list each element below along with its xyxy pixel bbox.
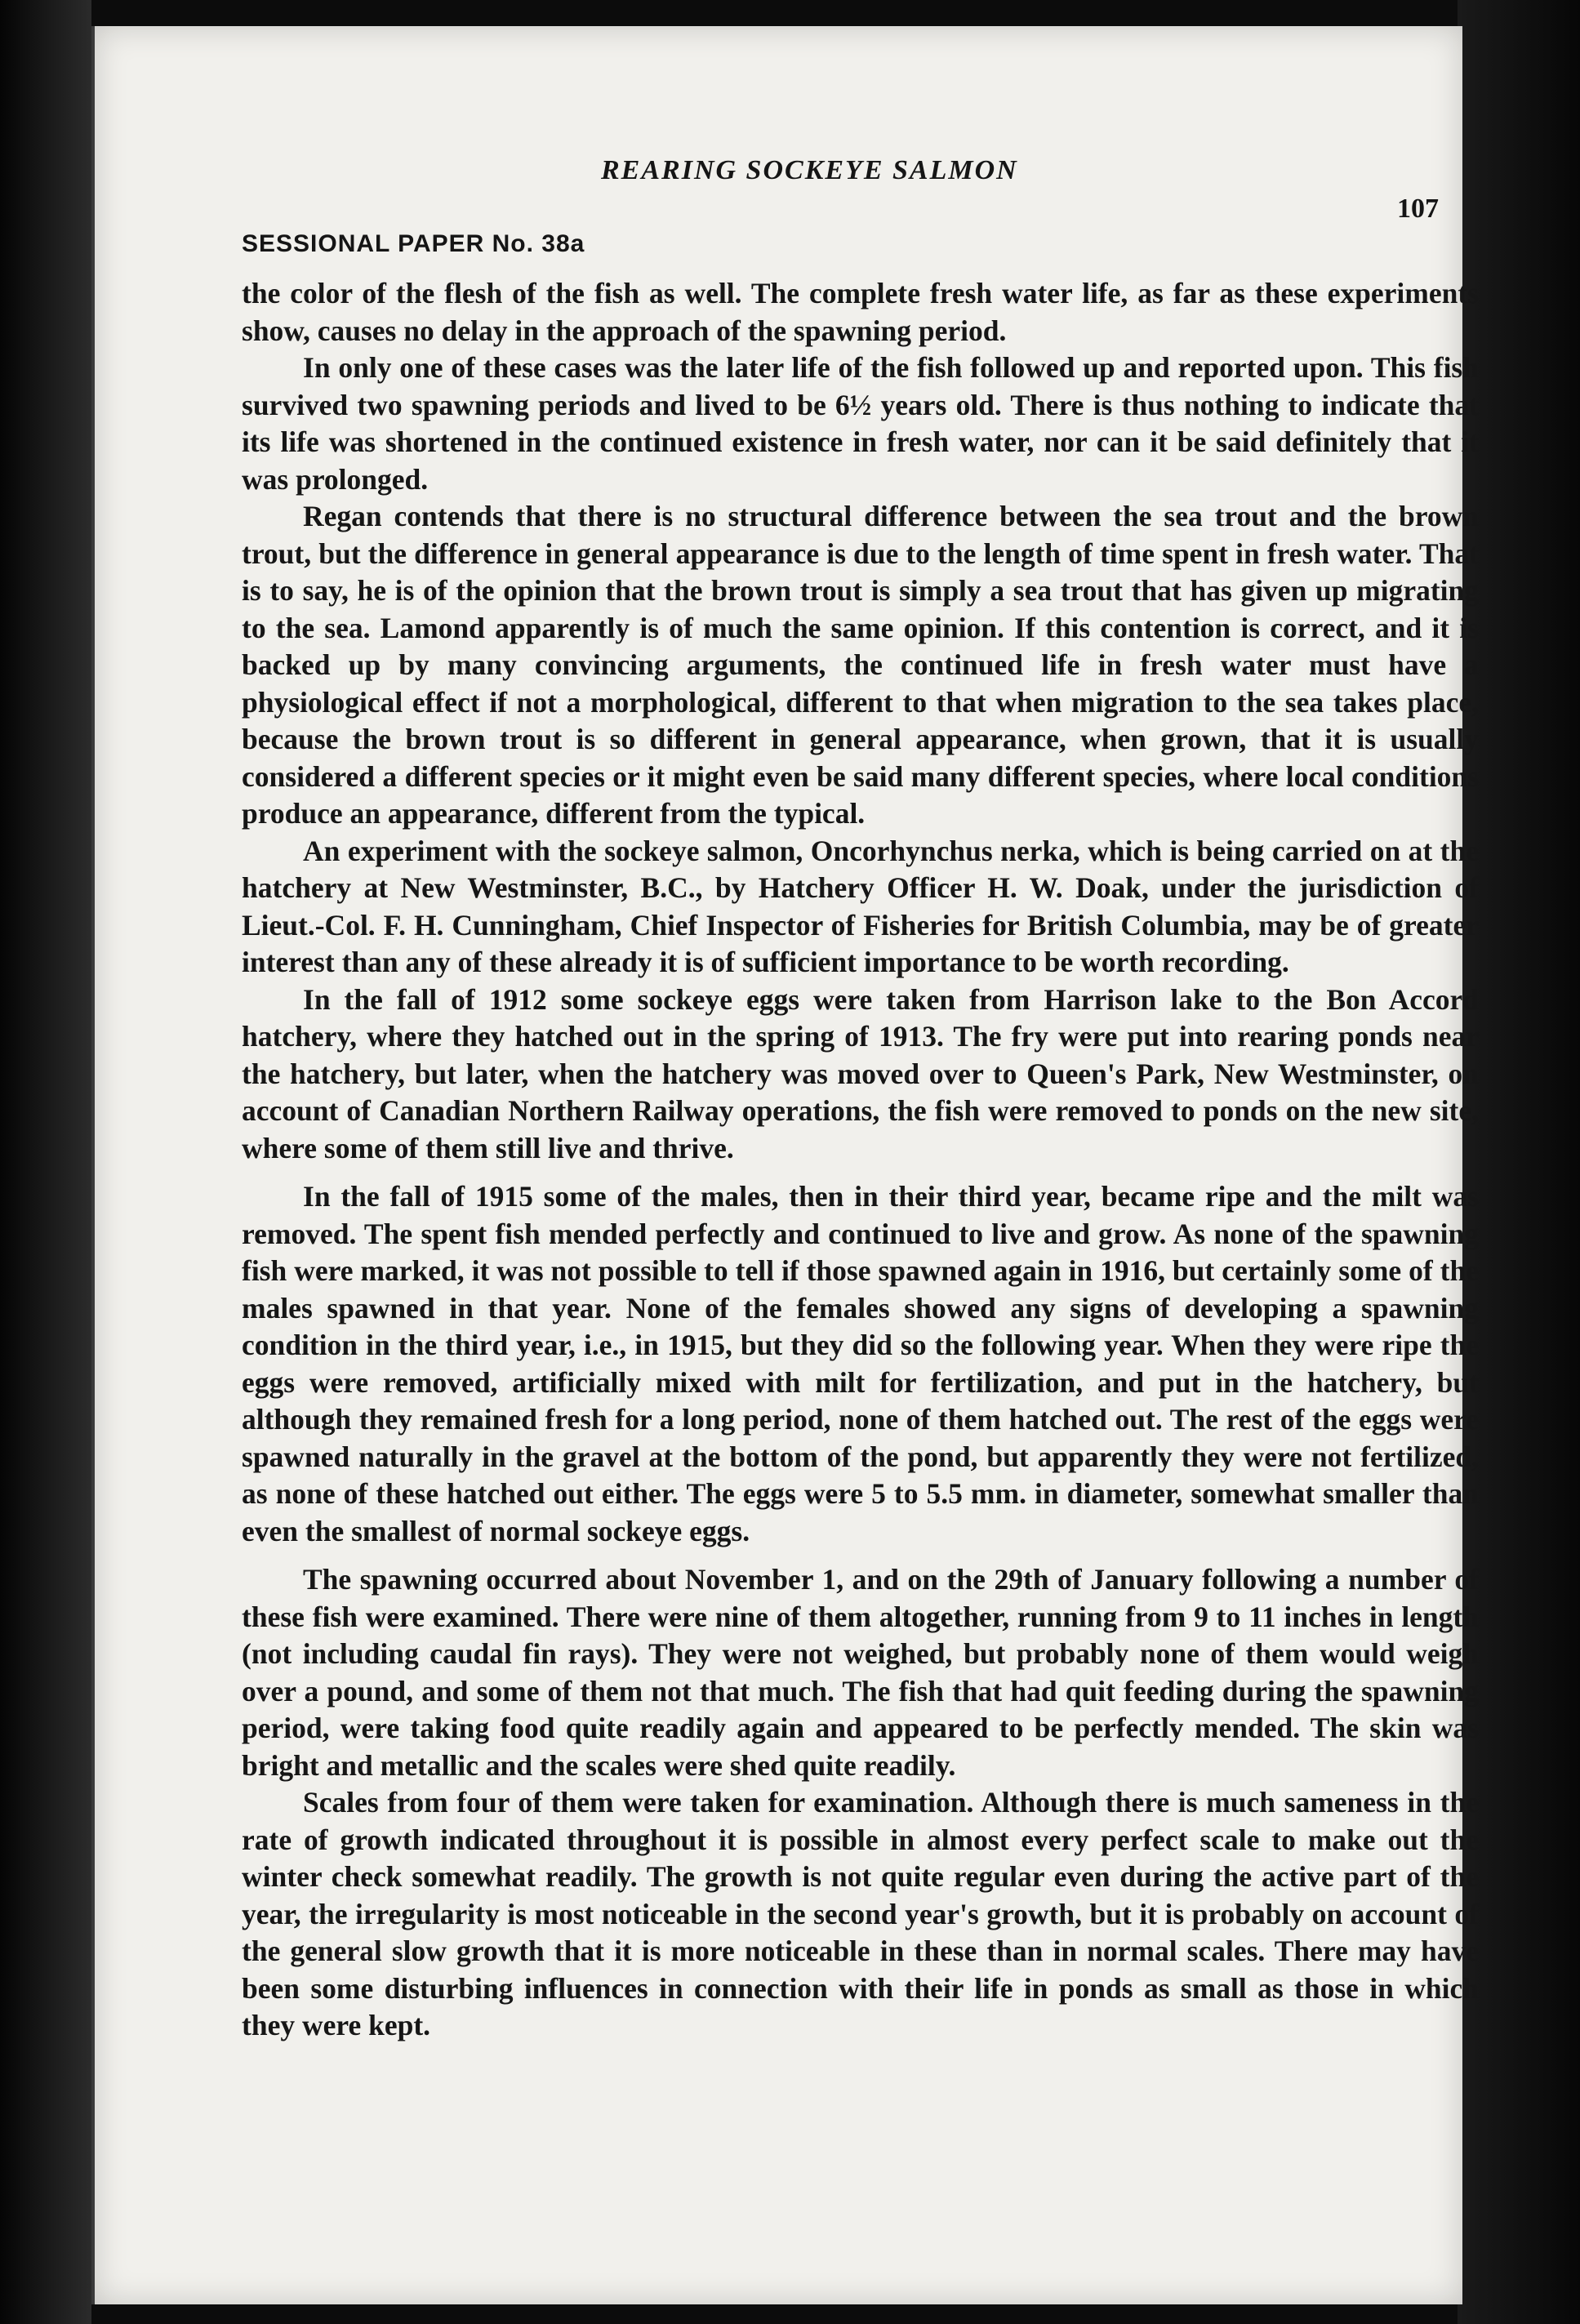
document-page [91,26,1479,2304]
sessional-paper-label: SESSIONAL PAPER No. 38a [242,230,585,257]
running-title: REARING SOCKEYE SALMON [601,155,1018,185]
paragraph: In the fall of 1912 some sockeye eggs were taken from Harrison lake to the Bon Accord hatchery, where they hatched out in the spring of 1913. The fry were put into rearing ponds near the hatchery, but later, when the hatchery was moved over to Queen's Park, New Westminster, on account of Canadian Northern Railway operations, the fish were removed to ponds on the new site, where some of them still live and thrive. [242,982,1479,1164]
paragraph: the color of the flesh of the fish as well. The complete fresh water life, as far as these experiments show, causes no delay in the approach of the spawning period. [242,277,1479,347]
scan-border-left [0,0,91,2324]
paragraph: Regan contends that there is no structural difference between the sea trout and the brown trout, but the difference in general appearance is due to the length of time spent in fresh water. That is to say, he is of the opinion that the brown trout is simply a sea trout that has given up migrating to the sea. Lamond apparently is of much the same opinion. If this contention is correct, and it is backed up by many convincing arguments, the continued life in fresh water must have a physiological effect if not a morphological, different to that when migration to the sea takes place, because the brown trout is so different in general appearance, when grown, that it is usually considered a different species or it might even be said many different species, where local conditions produce an appearance, different from the typical. [242,500,1479,830]
page-number: 107 [1397,194,1439,224]
paragraph: In the fall of 1915 some of the males, then in their third year, became ripe and the milt was removed. The spent fish mended perfectly and continued to live and grow. As none of the spawning fish were marked, it was not possible to tell if those spawned again in 1916, but certainly some of the males spawned in that year. None of the females showed any signs of developing a spawning condition in the third year, i.e., in 1915, but they did so the following year. When they were ripe the eggs were removed, artificially mixed with milt for fertilization, and put in the hatchery, but although they remained fresh for a long period, none of them hatched out. The rest of the eggs were spawned naturally in the gravel at the bottom of the pond, but apparently they were not fertilized, as none of these hatched out either. The eggs were 5 to 5.5 mm. in diameter, somewhat smaller than even the smallest of normal sockeye eggs. [242,1180,1479,1547]
body-text [242,275,1479,2045]
paragraph: The spawning occurred about November 1, and on the 29th of January following a number of these fish were examined. There were nine of them altogether, running from 9 to 11 inches in length (not including caudal fin rays). They were not weighed, but probably none of them would weigh over a pound, and some of them not that much. The fish that had quit feeding during the spawning period, were taking food quite readily again and appeared to be perfectly mended. The skin was bright and metallic and the scales were shed quite readily. [242,1563,1479,1782]
paragraph: In only one of these cases was the later life of the fish followed up and reported upon. This fish survived two spawning periods and lived to be 6½ years old. There is thus nothing to indicate that its life was shortened in the continued existence in fresh water, nor can it be said definitely that it was prolonged. [242,351,1479,496]
paragraph: Scales from four of them were taken for examination. Although there is much sameness in the rate of growth indicated throughout it is possible in almost every perfect scale to make out the winter check somewhat readily. The growth is not quite regular even during the active part of the year, the irregularity is most noticeable in the second year's growth, but it is probably on account of the general slow growth that it is more noticeable in these than in normal scales. There may have been some disturbing influences in connection with their life in ponds as small as those in which they were kept. [242,1786,1479,2041]
paragraph: An experiment with the sockeye salmon, Oncorhynchus nerka, which is being carried on at the hatchery at New Westminster, B.C., by Hatchery Officer H. W. Doak, under the jurisdiction of Lieut.-Col. F. H. Cunningham, Chief Inspector of Fisheries for British Columbia, may be of greater interest than any of these already it is of sufficient importance to be worth recording. [242,834,1479,978]
